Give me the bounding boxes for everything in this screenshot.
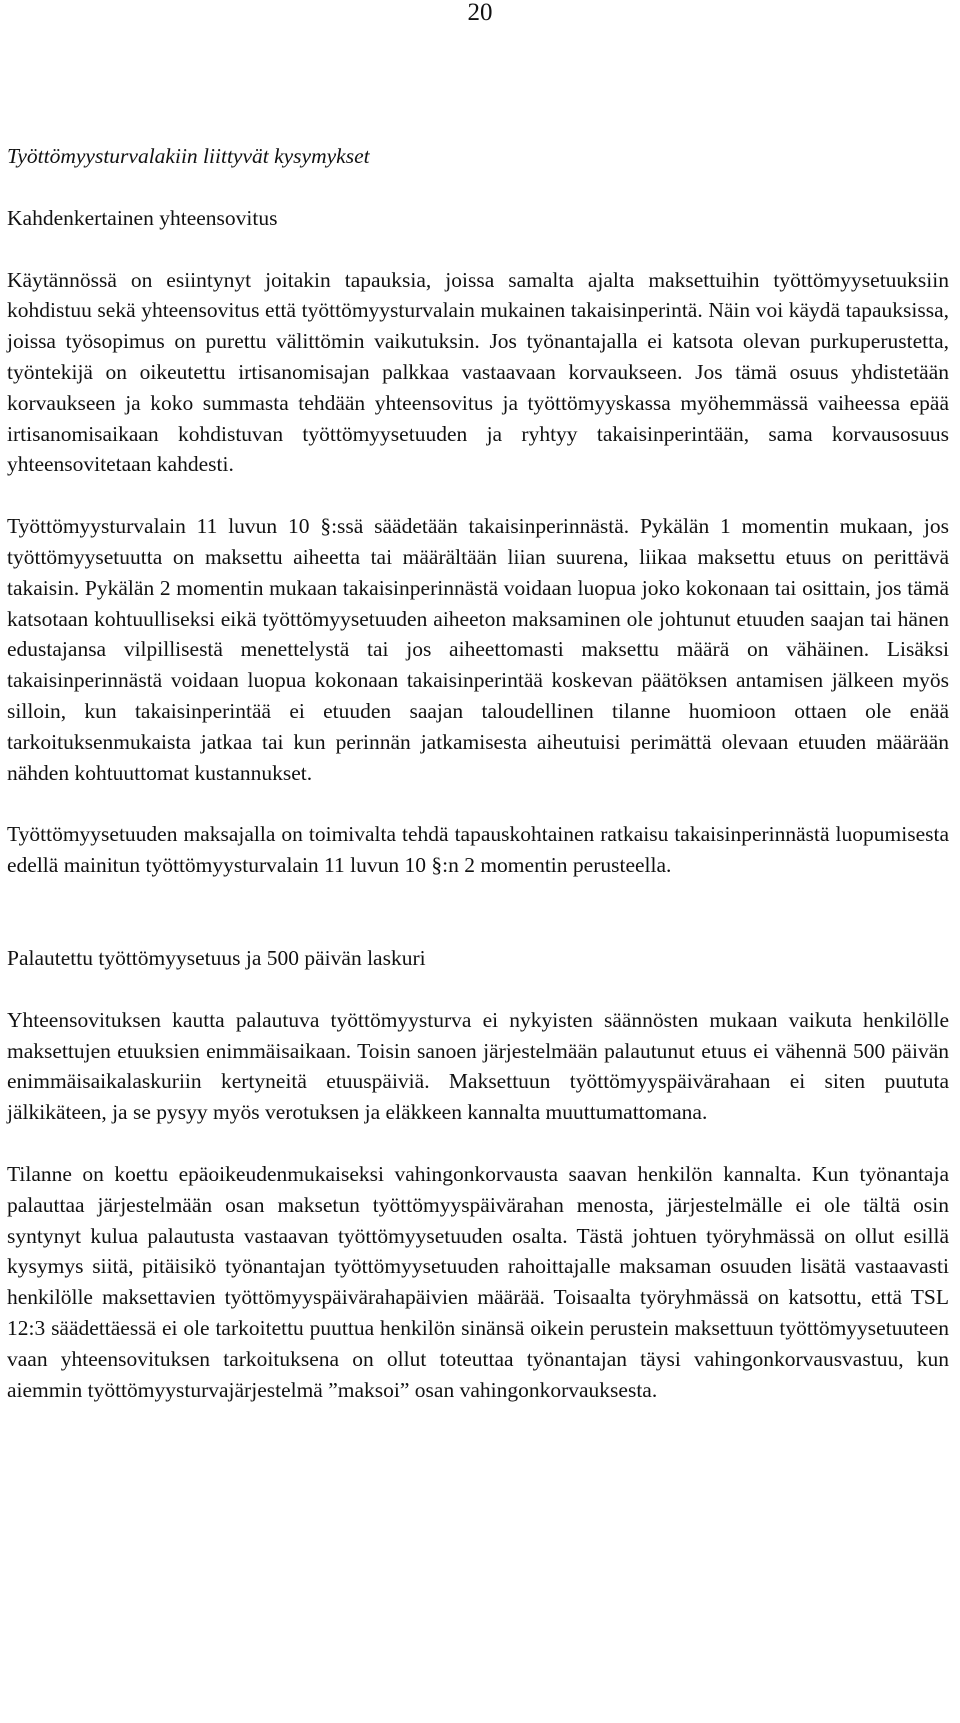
- page-content: [7, 141, 949, 1405]
- body-paragraph: Yhteensovituksen kautta palautuva työttömyysturva ei nykyisten säännösten mukaan vaikuta henkilölle maksettujen etuuksien enimmäisaikaan. Toisin sanoen järjestelmään palautunut etuus ei vähennä 500 päivän enimmäisaikalaskuriin kertyneitä etuuspäiviä. Maksettuun työttömyyspäivärahaan ei siten puututa jälkikäteen, ja se pysyy myös verotuksen ja eläkkeen kannalta muuttumattomana.: [7, 1007, 949, 1125]
- subsection-title: Palautettu työttömyysetuus ja 500 päivän laskuri: [7, 945, 426, 970]
- spacer: [7, 1128, 949, 1159]
- page-number: 20: [467, 0, 493, 26]
- spacer: [7, 881, 949, 943]
- body-paragraph: Käytännössä on esiintynyt joitakin tapauksia, joissa samalta ajalta maksettuihin työttömyysetuuksiin kohdistuu sekä yhteensovitus että työttömyysturvalain mukainen takaisinperintä. Näin voi käydä tapauksissa, joissa työsopimus on purettu välittömin vaikutuksin. Jos työnantajalla ei katsota olevan purkuperustetta, työntekijä on oikeutettu irtisanomisajan palkkaa vastaavaan korvaukseen. Jos tämä osuus yhdistetään korvaukseen ja koko summasta tehdään yhteensovitus ja työttömyyskassa myöhemmässä vaiheessa epää irtisanomisaikaan kohdistuvan työttömyysetuuden ja ryhtyy takaisinperintään, sama korvausosuus yhteensovitetaan kahdesti.: [7, 267, 949, 477]
- body-paragraph: Työttömyysturvalain 11 luvun 10 §:ssä säädetään takaisinperinnästä. Pykälän 1 momentin mukaan, jos työttömyysetuutta on maksettu aiheetta tai määrältään liian suurena, liikaa maksettu etuus on perittävä takaisin. Pykälän 2 momentin mukaan takaisinperinnästä voidaan luopua joko kokonaan tai osittain, jos tämä katsotaan kohtuulliseksi eikä työttömyysetuuden aiheeton maksaminen ole johtunut etuuden saajan tai hänen edustajansa vilpillisestä menettelystä tai jos aiheettomasti maksettu määrä on vähäinen. Lisäksi takaisinperinnästä voidaan luopua kokonaan takaisinperintää koskevan päätöksen antamisen jälkeen myös silloin, kun takaisinperintää ei etuuden saajan taloudellinen tilanne huomioon ottaen ole enää tarkoituksenmukaista jatkaa tai kun perinnän jatkamisesta aiheutuisi perimättä olevaan etuuden määrään nähden kohtuuttomat kustannukset.: [7, 514, 949, 785]
- spacer: [7, 172, 949, 203]
- subsection-title: Kahdenkertainen yhteensovitus: [7, 205, 278, 230]
- spacer: [7, 234, 949, 265]
- spacer: [7, 480, 949, 511]
- body-paragraph: Tilanne on koettu epäoikeudenmukaiseksi vahingonkorvausta saavan henkilön kannalta. Kun työnantaja palauttaa järjestelmään osan maksetun työttömyyspäivärahan menosta, järjestelmälle ei ole tältä osin syntynyt kulua palautusta vastaavan työttömyysetuuden osalta. Tästä johtuen työryhmässä on ollut esillä kysymys siitä, pitäisikö työnantajan työttömyysetuuden rahoittajalle maksaman osuuden lisätä vastaavasti henkilölle maksettavien työttömyyspäivärahapäivien määrää. Toisaalta työryhmässä on katsottu, että TSL 12:3 säädettäessä ei ole tarkoitettu puuttua henkilön sinänsä oikein perustein maksettuun työttömyysetuuteen vaan yhteensovituksen tarkoituksena on ollut toteuttaa työnantajan täysi vahingonkorvausvastuu, kun aiemmin työttömyysturvajärjestelmä ”maksoi” osan vahingonkorvauksesta.: [7, 1161, 949, 1402]
- body-paragraph: Työttömyysetuuden maksajalla on toimivalta tehdä tapauskohtainen ratkaisu takaisinperinnästä luopumisesta edellä mainitun työttömyysturvalain 11 luvun 10 §:n 2 momentin perusteella.: [7, 822, 949, 878]
- section-title: Työttömyysturvalakiin liittyvät kysymykset: [7, 144, 370, 168]
- spacer: [7, 788, 949, 819]
- spacer: [7, 974, 949, 1005]
